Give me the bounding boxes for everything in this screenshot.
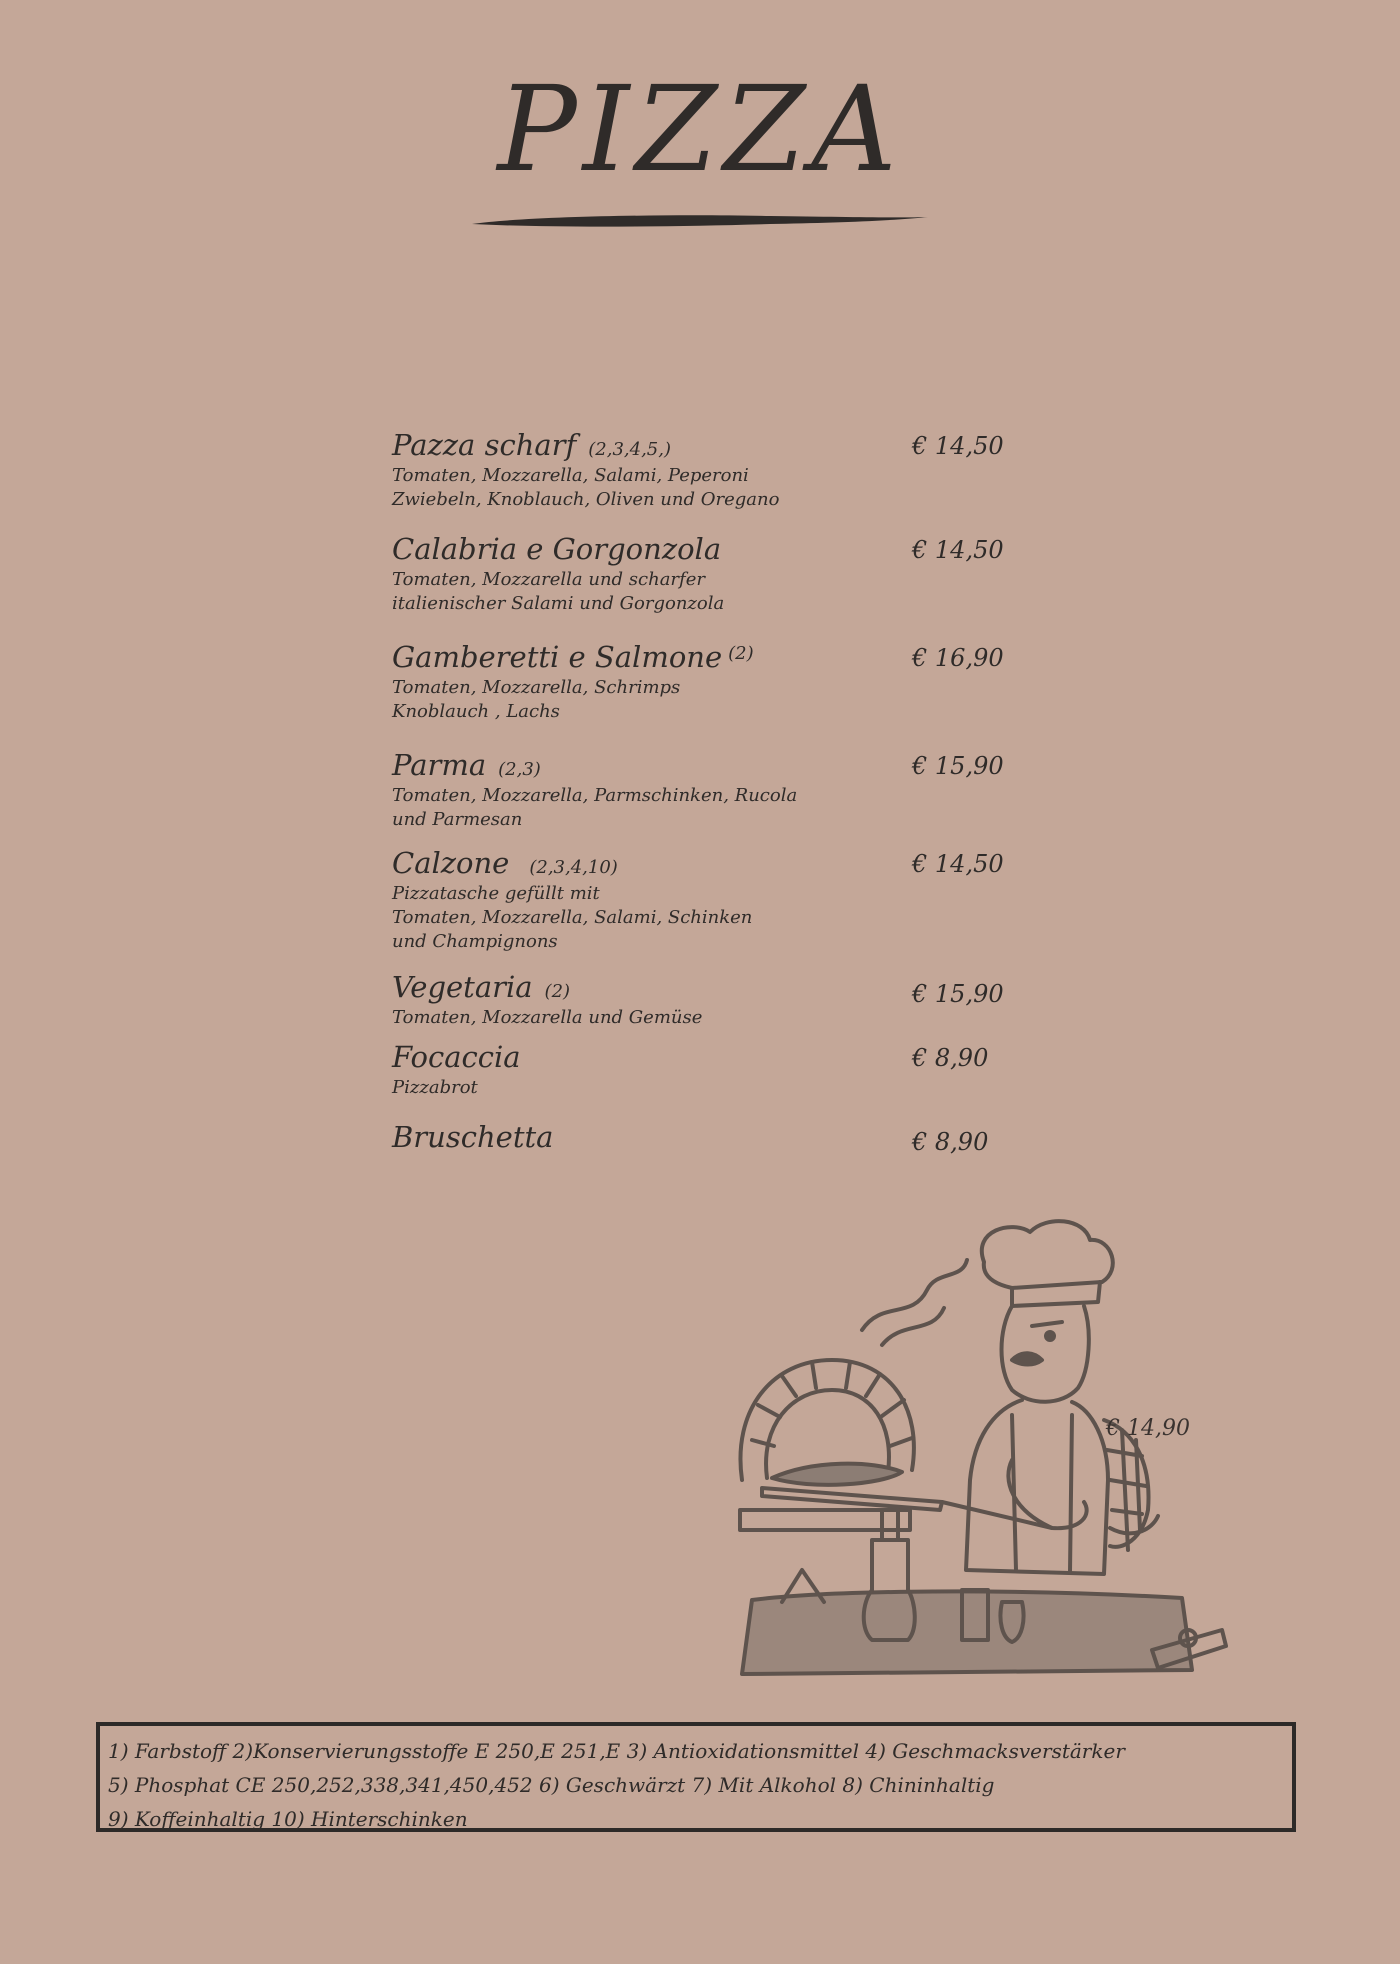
item-description (392, 882, 1032, 954)
item-price: € 14,50 (912, 432, 1004, 460)
item-description-line: Knoblauch , Lachs (392, 701, 560, 722)
menu-item (392, 640, 1032, 724)
stray-price: € 14,90 (1106, 1416, 1190, 1441)
item-description-line: Tomaten, Mozzarella, Salami, Peperoni (392, 465, 749, 486)
menu-item (392, 846, 1032, 954)
allergen-legend-box (96, 1722, 1296, 1832)
item-name: Calzone (392, 846, 510, 880)
menu-item (392, 532, 1032, 616)
item-description-line: Tomaten, Mozzarella und scharfer (392, 569, 705, 590)
chef-pizza-oven-illustration (712, 1210, 1232, 1700)
item-description (392, 568, 1032, 616)
page-title: PIZZA (497, 60, 903, 198)
title-underline-swash (470, 208, 930, 234)
menu-item (392, 970, 1032, 1030)
item-description (392, 1006, 1032, 1030)
item-codes: (2,3,4,10) (529, 857, 618, 878)
item-description-line: italienischer Salami und Gorgonzola (392, 593, 725, 614)
legend-line: 9) Koffeinhaltig 10) Hinterschinken (108, 1807, 468, 1831)
item-price: € 14,50 (912, 536, 1004, 564)
item-price: € 15,90 (912, 752, 1004, 780)
item-price: € 14,50 (912, 850, 1004, 878)
item-description-line: Pizzatasche gefüllt mit (392, 883, 600, 904)
item-codes: (2) (544, 981, 571, 1002)
menu-item (392, 1040, 1032, 1100)
legend-line: 1) Farbstoff 2)Konservierungsstoffe E 250,E 251,E 3) Antioxidationsmittel 4) Geschmacksverstärker (108, 1739, 1125, 1763)
menu-item (392, 748, 1032, 832)
item-name: Vegetaria (392, 970, 533, 1004)
item-description-line: Tomaten, Mozzarella und Gemüse (392, 1007, 703, 1028)
item-description (392, 784, 1032, 832)
item-description (392, 1076, 1032, 1100)
item-codes: (2) (728, 643, 754, 664)
legend-line: 5) Phosphat CE 250,252,338,341,450,452 6) Geschwärzt 7) Mit Alkohol 8) Chininhaltig (108, 1773, 995, 1797)
item-name: Calabria e Gorgonzola (392, 532, 722, 566)
item-codes: (2,3,4,5,) (588, 439, 672, 460)
item-price: € 8,90 (912, 1128, 989, 1156)
item-name: Bruschetta (392, 1120, 554, 1154)
item-price: € 15,90 (912, 980, 1004, 1008)
item-description-line: Pizzabrot (392, 1077, 478, 1098)
menu-item (392, 428, 1032, 512)
item-description-line: und Champignons (392, 931, 558, 952)
item-description-line: und Parmesan (392, 809, 523, 830)
item-name: Pazza scharf (392, 428, 577, 462)
item-name: Focaccia (392, 1040, 521, 1074)
item-description-line: Tomaten, Mozzarella, Parmschinken, Rucola (392, 785, 798, 806)
item-description-line: Tomaten, Mozzarella, Schrimps (392, 677, 681, 698)
item-description (392, 464, 1032, 512)
item-description-line: Zwiebeln, Knoblauch, Oliven und Oregano (392, 489, 780, 510)
item-name: Parma (392, 748, 487, 782)
item-price: € 8,90 (912, 1044, 989, 1072)
item-price: € 16,90 (912, 644, 1004, 672)
menu-item (392, 1120, 1032, 1154)
item-description-line: Tomaten, Mozzarella, Salami, Schinken (392, 907, 753, 928)
item-codes: (2,3) (498, 759, 541, 780)
item-description (392, 676, 1032, 724)
item-name: Gamberetti e Salmone (392, 640, 723, 674)
